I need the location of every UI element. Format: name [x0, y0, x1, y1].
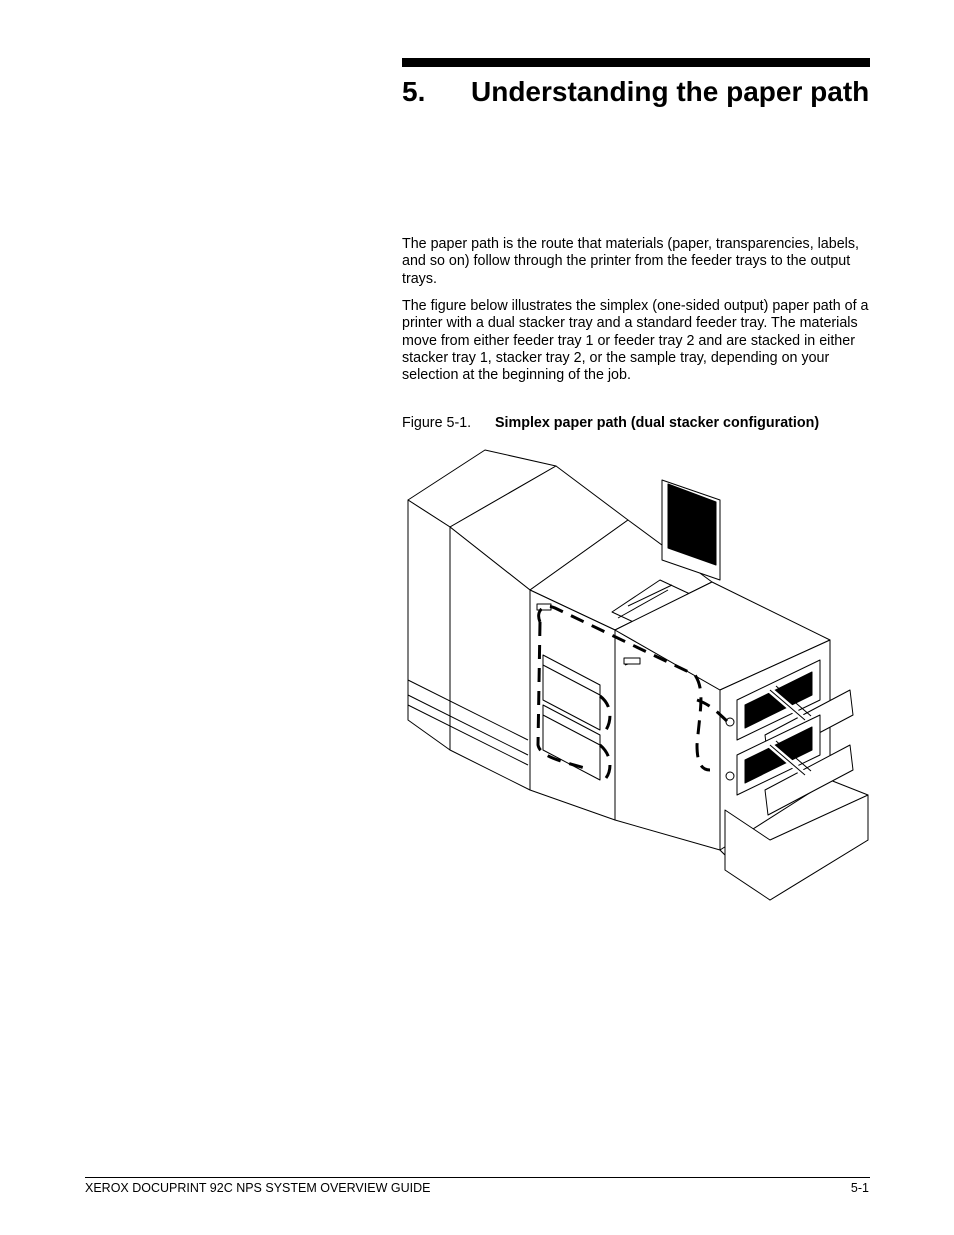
chapter-heading: [402, 74, 872, 110]
figure-title: Simplex paper path (dual stacker configuration): [495, 415, 820, 431]
chapter-number: 5.: [402, 76, 426, 107]
figure-description-paragraph: The figure below illustrates the simplex (one-sided output) paper path of a printer with a dual stacker tray and a standard feeder tray. The materials move from either feeder tray 1 or feeder tray 2 and are stacked in either stacker tray 1, stacker tray 2, or the sample tray, depending on your selection at the beginning of the job.: [402, 298, 869, 384]
printer-paper-path-illustration: [395, 440, 880, 910]
footer-page-number: 5-1: [850, 1181, 869, 1195]
chapter-top-rule: [402, 58, 870, 67]
figure-label: Figure 5-1.: [402, 415, 472, 431]
chapter-title: Understanding the paper path: [471, 76, 870, 107]
figure-caption: [402, 415, 872, 432]
intro-paragraph: The paper path is the route that materials (paper, transparencies, labels, and so on) follow through the printer from the feeder trays to the output trays.: [402, 236, 859, 287]
footer-rule: [85, 1177, 870, 1178]
footer-document-title: XEROX DOCUPRINT 92C NPS SYSTEM OVERVIEW GUIDE: [85, 1181, 431, 1195]
